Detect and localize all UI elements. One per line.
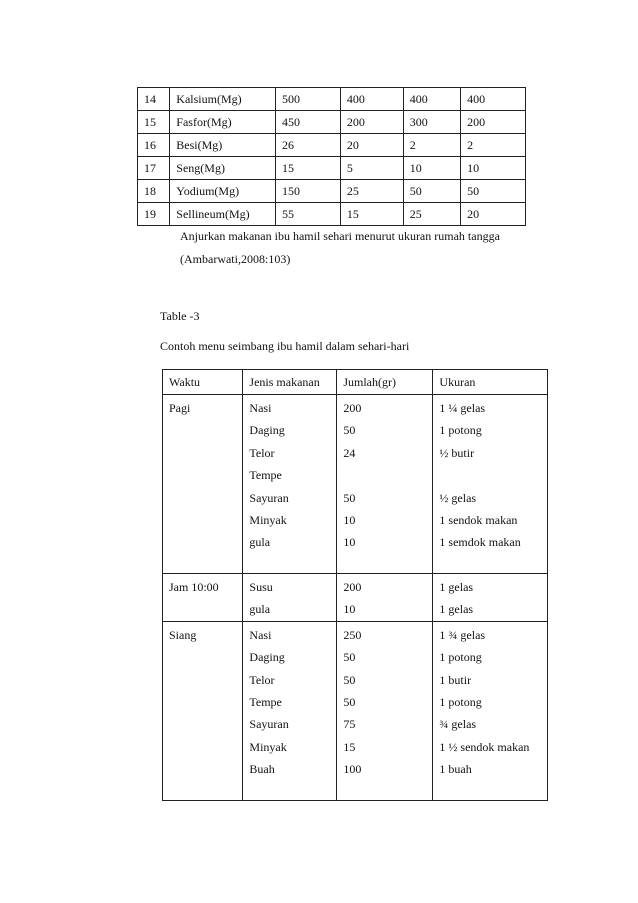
measure-item: ¾ gelas bbox=[439, 717, 477, 732]
amount-list bbox=[337, 395, 433, 574]
table-row bbox=[138, 203, 526, 226]
table-row bbox=[138, 157, 526, 180]
nutrient-value: 400 bbox=[340, 88, 403, 111]
measure-item: 1 ¼ gelas bbox=[439, 401, 486, 415]
amount-list bbox=[337, 621, 433, 800]
amount-item: 24 bbox=[343, 445, 356, 460]
menu-group-siang bbox=[163, 621, 548, 800]
food-item: Daging bbox=[249, 423, 285, 438]
measure-item: 1 semdok makan bbox=[439, 535, 521, 550]
meal-time: Pagi bbox=[169, 401, 191, 415]
row-number: 19 bbox=[138, 203, 170, 226]
table-row bbox=[138, 180, 526, 203]
food-item: Tempe bbox=[249, 468, 282, 483]
food-item: Buah bbox=[249, 762, 275, 777]
nutrient-name: Fasfor(Mg) bbox=[170, 111, 276, 134]
amount-item bbox=[343, 464, 432, 486]
nutrient-value: 15 bbox=[340, 203, 403, 226]
nutrient-name: Seng(Mg) bbox=[170, 157, 276, 180]
nutrient-value: 450 bbox=[275, 111, 340, 134]
food-item: Minyak bbox=[249, 512, 287, 527]
measure-item: 1 potong bbox=[439, 423, 482, 438]
amount-item: 15 bbox=[343, 739, 356, 754]
meal-time: Jam 10:00 bbox=[169, 580, 219, 594]
menu-table bbox=[162, 369, 548, 801]
amount-item: 75 bbox=[343, 717, 356, 732]
row-number: 17 bbox=[138, 157, 170, 180]
measure-item: 1 sendok makan bbox=[439, 512, 518, 527]
food-item: Telor bbox=[249, 672, 275, 687]
amount-item: 50 bbox=[343, 490, 356, 505]
nutrient-value: 400 bbox=[461, 88, 526, 111]
nutrient-value: 25 bbox=[340, 180, 403, 203]
row-number: 14 bbox=[138, 88, 170, 111]
row-number: 16 bbox=[138, 134, 170, 157]
amount-item: 50 bbox=[343, 672, 356, 687]
food-item: Sayuran bbox=[249, 717, 289, 732]
measure-item: 1 gelas bbox=[439, 602, 474, 617]
food-item: gula bbox=[249, 602, 271, 617]
amount-item: 10 bbox=[343, 602, 356, 617]
table-row bbox=[138, 111, 526, 134]
amount-item: 250 bbox=[343, 627, 362, 642]
food-item: gula bbox=[249, 535, 271, 550]
menu-table-header bbox=[163, 370, 548, 395]
measure-list bbox=[433, 574, 548, 622]
measure-item bbox=[439, 464, 547, 486]
nutrient-value: 150 bbox=[275, 180, 340, 203]
nutrient-name: Sellineum(Mg) bbox=[170, 203, 276, 226]
header-jumlah: Jumlah(gr) bbox=[337, 370, 433, 395]
measure-item: 1 buah bbox=[439, 762, 472, 777]
nutrient-value: 500 bbox=[275, 88, 340, 111]
amount-item: 100 bbox=[343, 762, 362, 777]
nutrient-value: 10 bbox=[461, 157, 526, 180]
nutrient-value: 55 bbox=[275, 203, 340, 226]
amount-item: 10 bbox=[343, 535, 356, 550]
nutrient-value: 2 bbox=[461, 134, 526, 157]
nutrient-value: 400 bbox=[403, 88, 460, 111]
food-item: Sayuran bbox=[249, 490, 289, 505]
amount-item: 50 bbox=[343, 650, 356, 665]
food-item: Telor bbox=[249, 445, 275, 460]
food-list bbox=[243, 621, 337, 800]
measure-item: 1 gelas bbox=[439, 580, 474, 594]
food-list bbox=[243, 395, 337, 574]
header-jenis-makanan: Jenis makanan bbox=[243, 370, 337, 395]
food-item: Minyak bbox=[249, 739, 287, 754]
nutrient-value: 200 bbox=[461, 111, 526, 134]
amount-item: 10 bbox=[343, 512, 356, 527]
nutrient-value: 15 bbox=[275, 157, 340, 180]
header-waktu: Waktu bbox=[163, 370, 243, 395]
nutrient-value: 20 bbox=[340, 134, 403, 157]
food-item: Nasi bbox=[249, 401, 272, 415]
amount-item: 200 bbox=[343, 580, 362, 594]
food-item: Tempe bbox=[249, 694, 282, 709]
nutrient-value: 26 bbox=[275, 134, 340, 157]
row-number: 18 bbox=[138, 180, 170, 203]
amount-item: 50 bbox=[343, 694, 356, 709]
table-caption: Contoh menu seimbang ibu hamil dalam sehari-hari bbox=[160, 339, 410, 353]
measure-item: 1 potong bbox=[439, 694, 482, 709]
measure-item: ½ butir bbox=[439, 445, 475, 460]
nutrient-value: 300 bbox=[403, 111, 460, 134]
food-item: Nasi bbox=[249, 627, 272, 642]
food-item: Susu bbox=[249, 580, 273, 594]
row-number: 15 bbox=[138, 111, 170, 134]
amount-list bbox=[337, 574, 433, 622]
nutrient-value: 10 bbox=[403, 157, 460, 180]
measure-item: 1 ½ sendok makan bbox=[439, 739, 530, 754]
measure-item: 1 butir bbox=[439, 672, 472, 687]
nutrient-name: Besi(Mg) bbox=[170, 134, 276, 157]
header-ukuran: Ukuran bbox=[433, 370, 548, 395]
nutrient-name: Kalsium(Mg) bbox=[170, 88, 276, 111]
nutrient-value: 5 bbox=[340, 157, 403, 180]
nutrient-name: Yodium(Mg) bbox=[170, 180, 276, 203]
menu-table-body bbox=[163, 370, 548, 801]
table-row bbox=[138, 134, 526, 157]
measure-item: 1 potong bbox=[439, 650, 482, 665]
amount-item: 50 bbox=[343, 423, 356, 438]
nutrient-table bbox=[137, 87, 526, 226]
menu-group-jam-10 bbox=[163, 574, 548, 622]
measure-list bbox=[433, 621, 548, 800]
nutrient-value: 20 bbox=[461, 203, 526, 226]
recommendation-note: Anjurkan makanan ibu hamil sehari menurut ukuran rumah tangga bbox=[180, 229, 500, 243]
food-list bbox=[243, 574, 337, 622]
measure-list bbox=[433, 395, 548, 574]
menu-group-pagi bbox=[163, 395, 548, 574]
meal-time: Siang bbox=[169, 627, 197, 642]
nutrient-value: 200 bbox=[340, 111, 403, 134]
amount-item: 200 bbox=[343, 401, 362, 415]
nutrient-table-body bbox=[138, 88, 526, 226]
nutrient-value: 2 bbox=[403, 134, 460, 157]
citation-note: (Ambarwati,2008:103) bbox=[180, 252, 291, 266]
measure-item: 1 ¾ gelas bbox=[439, 627, 486, 642]
food-item: Daging bbox=[249, 650, 285, 665]
measure-item: ½ gelas bbox=[439, 490, 477, 505]
table-row bbox=[138, 88, 526, 111]
nutrient-value: 50 bbox=[403, 180, 460, 203]
table-label: Table -3 bbox=[160, 309, 200, 323]
nutrient-value: 25 bbox=[403, 203, 460, 226]
nutrient-value: 50 bbox=[461, 180, 526, 203]
